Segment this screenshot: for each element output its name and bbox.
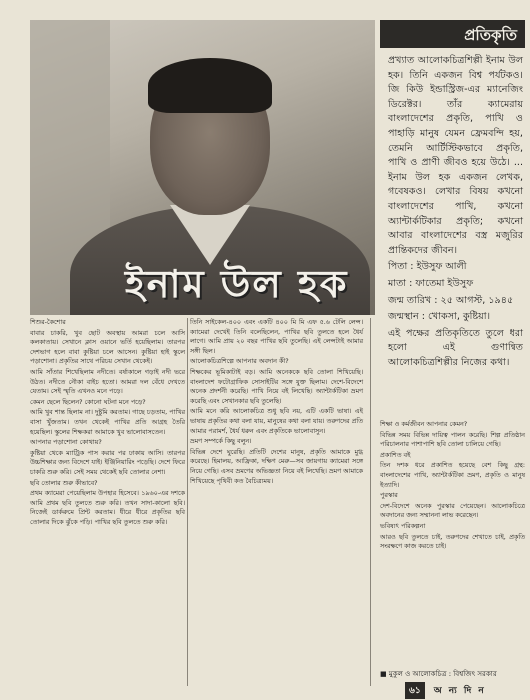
subject-name-overlay: ইনাম উল হক [125, 262, 349, 306]
photo-credit: ■ মুকুল ও আলোকচিত্র : বিশ্বজিৎ সরকার [380, 670, 497, 678]
col1-para-4: আমি খুব শান্ত ছিলাম না। দুষ্টুমি করতাম। গাছে চড়তাম, পাখির বাসা খুঁজতাম। তখন থেকেই পাখির প্রতি আগ্রহ তৈরি হয়েছিল। স্কুলের শিক্ষকরা আমাকে খুব ভালোবাসতেন। [30, 408, 185, 436]
article-column-1 [30, 318, 185, 686]
sidebar-birthplace: জন্মস্থান : খোকসা, কুষ্টিয়া। [388, 311, 491, 323]
section-title: প্রতিকৃতি [380, 20, 525, 48]
column-divider-1 [187, 318, 188, 686]
col3-para-2: প্রকাশিত বই [380, 450, 411, 459]
col1-para-5: আপনার পড়াশোনা কোথায়? [30, 438, 102, 447]
col1-para-7: ছবি তোলার শুরু কীভাবে? [30, 478, 98, 487]
sidebar-birth-date: জন্ম তারিখ : ২৫ আগস্ট, ১৯৪৫ [388, 294, 514, 306]
col3-para-6: ভবিষ্যৎ পরিকল্পনা [380, 521, 426, 530]
col3-para-1: বিভিন্ন সময় বিভিন্ন দায়িত্ব পালন করেছি। শিল্প প্রতিষ্ঠান পরিচালনার পাশাপাশি ছবি তোলা চালিয়ে গেছি। [380, 430, 525, 449]
col1-para-0: শিশুর-কৈশোর [30, 318, 66, 326]
col1-para-3: কেমন ছেলে ছিলেন? কোনো ঘটনা মনে পড়ে? [30, 397, 146, 406]
portrait-photo [30, 20, 375, 315]
col3-para-0: শিক্ষা ও কর্মজীবন আপনার কেমন? [380, 420, 468, 428]
col3-para-7: আরও ছবি তুলতে চাই, তরুণদের শেখাতে চাই, প্রকৃতি সংরক্ষণে কাজ করতে চাই। [380, 532, 525, 551]
col2-para-1: আলোকচিত্রশিল্পে আপনার অবদান কী? [190, 357, 289, 366]
col2-para-2: শিক্ষকের ভূমিকাটাই বড়। আমি অনেককে ছবি তোলা শিখিয়েছি। বাংলাদেশ ফটোগ্রাফিক সোসাইটির সঙ্গে যুক্ত ছিলাম। দেশে-বিদেশে অনেক প্রদর্শনী করেছি। পাখি নিয়ে বই লিখেছি। অ্যান্টার্কটিকা ভ্রমণ করেছি এবং সেখানকার ছবি তুলেছি। [190, 367, 363, 405]
article-column-3 [380, 420, 525, 668]
portrait-hair [148, 58, 272, 113]
page-footer [405, 682, 525, 698]
magazine-name: অ ন্য দি ন [433, 686, 486, 696]
col2-para-3: আমি মনে করি আলোকচিত্র শুধু ছবি নয়, এটি একটি ভাষা। এই ভাষায় প্রকৃতির কথা বলা যায়, মানুষের কথা বলা যায়। তরুণদের প্রতি আমার পরামর্শ, ধৈর্য ধরুন এবং প্রকৃতিকে ভালোবাসুন। [190, 407, 363, 435]
col1-para-6: কুষ্টিয়া থেকে ম্যাট্রিক পাস করার পর ঢাকায় আসি। তারপর উচ্চশিক্ষার জন্য বিদেশে যাই। ইঞ্জিনিয়ারিং পড়েছি। দেশে ফিরে চাকরি শুরু করি। সেই সময় থেকেই ছবি তোলার নেশা। [30, 448, 185, 476]
sidebar-closing: এই পক্ষের প্রতিকৃতিতে তুলে ধরা হলো এই গুণান্বিত আলোকচিত্রশিল্পীর নিজের কথা। [388, 327, 523, 368]
sidebar-mother: মাতা : ফাতেমা ইউসুফ [388, 277, 474, 289]
sidebar-body [380, 48, 525, 370]
sidebar-profile [380, 20, 525, 420]
col3-para-3: তিন দশক ধরে প্রকাশিত হয়েছে বেশ কিছু গ্রন্থ: বাংলাদেশের পাখি, অ্যান্টার্কটিকা ভ্রমণ, প্রকৃতি ও মানুষ ইত্যাদি। [380, 461, 525, 489]
col2-para-4: ভ্রমণ সম্পর্কে কিছু বলুন। [190, 437, 252, 446]
col3-para-4: পুরস্কার [380, 491, 398, 500]
page-number: ৬১ [405, 682, 425, 699]
col1-para-2: আমি সাঁতার শিখেছিলাম নদীতে। বর্ষাকালে গড়াই নদী ভরে উঠত। নদীতে নৌকা বাইচ হতো। আমরা দল বেঁধে দেখতে যেতাম। সেই স্মৃতি এখনও মনে পড়ে। [30, 367, 185, 396]
col2-para-5: বিভিন্ন দেশে ঘুরেছি। প্রতিটি দেশের মানুষ, প্রকৃতি আমাকে মুগ্ধ করেছে। হিমালয়, আফ্রিকা, দক্ষিণ মেরু—সব জায়গায় ক্যামেরা সঙ্গে নিয়ে গেছি। এসব ভ্রমণের অভিজ্ঞতা নিয়ে বই লিখেছি। ভ্রমণ আমাকে শিখিয়েছে পৃথিবী কত বৈচিত্র্যময়। [190, 447, 363, 485]
sidebar-father: পিতা : ইউসুফ আলী [388, 261, 467, 273]
col1-para-1: বাবার চাকরি, খুব ছোট অবস্থায় আমরা চলে আসি কলকাতায়। সেখানে ক্লাস ওয়ানে ভর্তি হয়েছিলাম। তারপর দেশভাগ হলে বাবা কুষ্টিয়া চলে আসেন। কুষ্টিয়া হাই স্কুলে পড়াশোনা। প্রকৃতির সাথে পরিচয় সেখান থেকেই। [30, 328, 185, 366]
column-divider-2 [370, 318, 371, 686]
article-column-2 [190, 318, 363, 686]
col2-para-0: তিনি সাইকেল-৪০০ এবং একটি ৪০০ মি মি এফ ৫.৬ টেলি লেন্স। ক্যামেরা দেখেই তিনি বলেছিলেন, পাখির ছবি তুলতে হলে ধৈর্য লাগে। আমি প্রায় ২০ বছর পাখির ছবি তুলেছি। এই লেন্সটাই আমার সঙ্গী ছিল। [190, 318, 363, 355]
col1-para-8: প্রথম ক্যামেরা পেয়েছিলাম উপহার হিসেবে। ১৯৬০-এর দশকে আমি প্রথম ছবি তুলতে শুরু করি। তখন সাদা-কালো ছবি। নিজেই ডার্করুমে প্রিন্ট করতাম। ধীরে ধীরে প্রকৃতির ছবি তোলার দিকে ঝুঁকে পড়ি। পাখির ছবি তুলতে শুরু করি। [30, 489, 185, 526]
sidebar-intro: প্রখ্যাত আলোকচিত্রশিল্পী ইনাম উল হক। তিনি একজন বিশ্ব পর্যটকও। জি কিউ ইন্ডাস্ট্রিজ-এর ম্যানেজিং ডিরেক্টর। তাঁর ক্যামেরায় বাংলাদেশের প্রকৃতি, পাখি ও পাহাড়ি মানুষ যেমন ফ্রেমবন্দি হয়, তেমনি আর্টিস্টিকভাবে প্রকৃতি, পাখি ও প্রাণী জীবও হয়ে উঠে। ... ইনাম উল হক একজন লেখক, গবেষকও। লেখার বিষয় কখনো বাংলাদেশের পাখি, কখনো অ্যান্টার্কটিকার প্রকৃতি; কখনো আবার বাংলাদেশের বস্ত্র মজুরির প্রান্তিকদের জীবন। [388, 55, 523, 256]
col3-para-5: দেশ-বিদেশে অনেক পুরস্কার পেয়েছেন। আলোকচিত্রে অবদানের জন্য সম্মাননা লাভ করেছেন। [380, 501, 525, 520]
